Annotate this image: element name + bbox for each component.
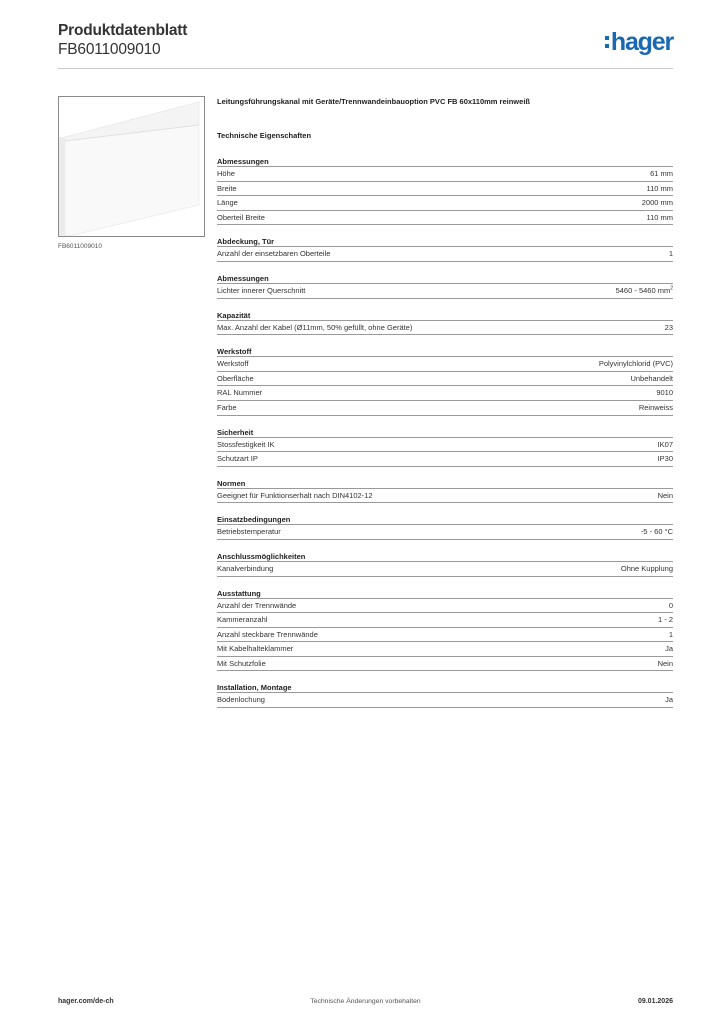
section-title: Abdeckung, Tür [217, 236, 673, 247]
property-sections [217, 156, 673, 708]
property-value-wrap [665, 642, 673, 656]
property-label: Anzahl steckbare Trennwände [217, 629, 318, 639]
section-gap [217, 577, 673, 588]
property-value: 0 [668, 600, 673, 610]
property-value-wrap [669, 628, 673, 642]
property-value: 61 mm [650, 169, 673, 178]
section-title: Installation, Montage [217, 682, 673, 693]
section-gap [217, 467, 673, 478]
section-title: Kapazität [217, 310, 673, 321]
property-value: Ja [665, 644, 673, 654]
product-number: FB6011009010 [58, 41, 161, 58]
property-value-wrap [599, 357, 673, 371]
property-value-wrap [639, 401, 673, 415]
property-label: Max. Anzahl der Kabel (Ø11mm, 50% gefüllt, ohne Geräte) [217, 322, 413, 332]
logo-dots-icon [605, 36, 609, 48]
section-gap [217, 299, 673, 310]
property-value: Nein [657, 490, 673, 500]
property-value-wrap [650, 167, 673, 181]
property-value-wrap [641, 525, 673, 539]
section-title: Abmessungen [217, 273, 673, 284]
property-value-wrap [642, 196, 673, 210]
property-value-wrap [669, 247, 673, 261]
property-value-wrap [630, 372, 673, 386]
property-value-wrap [658, 489, 673, 503]
property-row [217, 438, 673, 453]
property-value: 1 [668, 629, 673, 639]
property-label: Schutzart IP [217, 454, 258, 464]
property-row [217, 657, 673, 672]
property-label: Lichter innerer Querschnitt [217, 285, 306, 295]
section-gap [217, 262, 673, 273]
property-row [217, 182, 673, 197]
property-label: Betriebstemperatur [217, 527, 281, 537]
section-gap [217, 671, 673, 682]
property-row [217, 562, 673, 577]
section-gap [217, 225, 673, 236]
property-row [217, 357, 673, 372]
property-value-wrap [646, 182, 673, 196]
property-label: Kammeranzahl [217, 615, 268, 625]
section-gap [217, 335, 673, 346]
property-value: Polyvinylchlorid (PVC) [598, 359, 673, 369]
section-title: Werkstoff [217, 346, 673, 357]
property-label: Höhe [217, 169, 235, 178]
footer-date: 09.01.2026 [637, 998, 673, 1005]
product-description: Leitungsführungskanal mit Geräte/Trennwandeinbauoption PVC FB 60x110mm reinweiß [217, 97, 530, 106]
property-value: 2000 mm [641, 198, 673, 208]
property-value-wrap [669, 599, 673, 613]
property-row [217, 167, 673, 182]
property-label: Mit Kabelhalteklammer [217, 644, 294, 654]
property-label: Bodenlochung [217, 695, 265, 705]
property-value: 110 mm [646, 212, 673, 222]
property-value: IK07 [657, 439, 673, 449]
property-label: Länge [217, 198, 238, 208]
property-value: IP30 [657, 454, 673, 464]
section-gap [217, 540, 673, 551]
properties-content [217, 97, 673, 708]
property-value: Ohne Kupplung [620, 563, 673, 573]
logo-text: hager [610, 27, 673, 56]
property-row [217, 196, 673, 211]
property-value: 23 [664, 322, 673, 332]
property-label: Anzahl der einsetzbaren Oberteile [217, 249, 331, 259]
property-row [217, 386, 673, 401]
property-value-wrap [616, 284, 673, 298]
property-value: Unbehandelt [630, 373, 673, 383]
tech-properties-heading: Technische Eigenschaften [217, 131, 312, 140]
property-label: Mit Schutzfolie [217, 658, 266, 668]
property-value-wrap [658, 452, 673, 466]
image-caption: FB6011009010 [58, 243, 102, 250]
product-image [58, 96, 205, 237]
property-row [217, 452, 673, 467]
property-value-wrap [656, 386, 673, 400]
hager-logo [605, 28, 673, 56]
section-gap [217, 503, 673, 514]
property-label: Werkstoff [217, 359, 249, 369]
property-value-wrap [658, 613, 673, 627]
page-header [58, 22, 673, 68]
property-row [217, 372, 673, 387]
property-row [217, 321, 673, 336]
property-row [217, 628, 673, 643]
property-value-wrap [665, 321, 673, 335]
property-value: 110 mm [646, 183, 673, 193]
property-value-wrap [621, 562, 673, 576]
section-gap [217, 416, 673, 427]
header-divider [58, 68, 673, 69]
section-title: Sicherheit [217, 427, 673, 438]
property-label: Oberteil Breite [217, 212, 265, 222]
footer-disclaimer: Technische Änderungen vorbehalten [310, 998, 421, 1005]
section-title: Einsatzbedingungen [217, 514, 673, 525]
property-row [217, 525, 673, 540]
property-value: -5 - 60 °C [640, 527, 673, 537]
property-row [217, 284, 673, 299]
property-value: 5460 - 5460 mm [615, 285, 671, 295]
property-value: Ja [665, 695, 673, 705]
property-label: Geeignet für Funktionserhalt nach DIN4102-12 [217, 490, 373, 500]
property-value: Reinweiss [638, 402, 673, 412]
property-label: Oberfläche [217, 373, 254, 383]
property-row [217, 613, 673, 628]
property-row [217, 247, 673, 262]
page-title: Produktdatenblatt [58, 22, 188, 39]
property-value: 9010 [656, 388, 673, 398]
property-label: Stossfestigkeit IK [217, 439, 275, 449]
property-label: Farbe [217, 402, 237, 412]
property-label: Breite [217, 183, 237, 193]
property-value: 1 [668, 249, 673, 259]
property-value-wrap [665, 693, 673, 707]
property-value: 1 - 2 [657, 615, 673, 625]
section-title: Abmessungen [217, 156, 673, 167]
property-label: Anzahl der Trennwände [217, 600, 297, 610]
property-row [217, 693, 673, 708]
property-value-wrap [658, 438, 673, 452]
property-row [217, 211, 673, 226]
property-value-wrap [658, 657, 673, 671]
property-value-superscript: 2 [670, 285, 673, 292]
property-label: RAL Nummer [217, 388, 263, 398]
footer-website: hager.com/de-ch [58, 998, 114, 1005]
property-value-wrap [646, 211, 673, 225]
property-row [217, 599, 673, 614]
section-title: Normen [217, 478, 673, 489]
section-title: Ausstattung [217, 588, 673, 599]
property-row [217, 401, 673, 416]
property-row [217, 489, 673, 504]
property-value: Nein [657, 658, 673, 668]
property-label: Kanalverbindung [217, 563, 274, 573]
property-row [217, 642, 673, 657]
section-title: Anschlussmöglichkeiten [217, 551, 673, 562]
cable-duct-illustration [59, 97, 204, 236]
